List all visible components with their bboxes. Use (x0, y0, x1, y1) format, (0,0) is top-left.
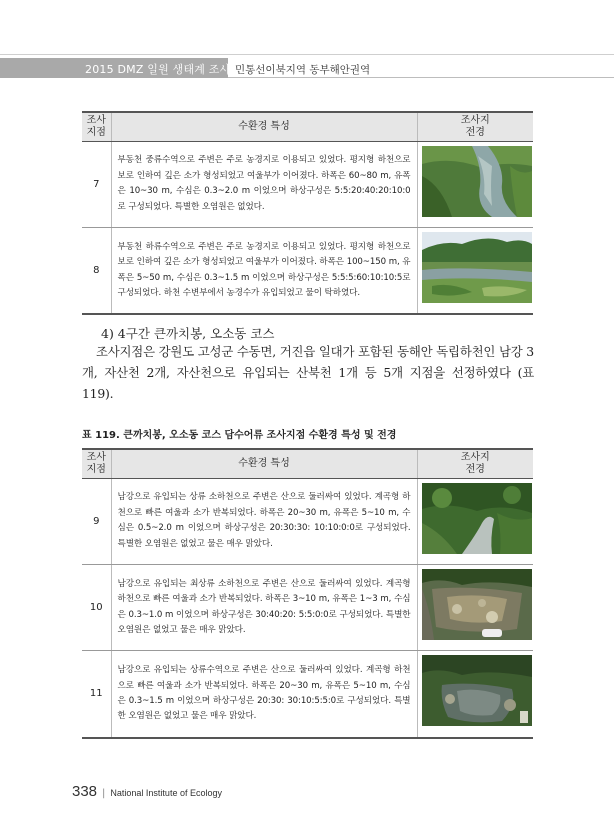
forest-stream-photo (422, 483, 532, 554)
site-description: 남강으로 유입되는 상류수역으로 주변은 산으로 둘러싸여 있었다. 계곡형 하천으로 빠른 여울과 소가 반복되었다. 하폭은 20~30 m, 유폭은 5~10 m, 수심은 0.3~1.5 m 이었으며 하상구성은 20:30: 30:10:5:5:0로 구성되었다. 특별한 오염원은 없었고 물은 매우 맑았다. (111, 651, 417, 738)
col-header-photo: 조사지 전경 (417, 112, 533, 141)
col-header-site: 조사 지점 (82, 112, 111, 141)
header-title: 2015 DMZ 일원 생태계 조사 (85, 63, 231, 76)
page-footer (72, 781, 222, 800)
header-subtitle: 민통선이북지역 동부해안권역 (235, 64, 371, 76)
site-number: 11 (82, 651, 111, 738)
stream-photo (422, 146, 532, 217)
site-photo (417, 564, 533, 650)
site-photo (417, 227, 533, 314)
site-photo (417, 141, 533, 227)
table-row (82, 141, 533, 227)
table-header-row (82, 449, 533, 478)
site-photo (417, 478, 533, 564)
col-header-photo: 조사지 전경 (417, 449, 533, 478)
running-header (0, 58, 614, 78)
col-header-site: 조사 지점 (82, 449, 111, 478)
table-row (82, 227, 533, 314)
col-header-desc: 수환경 특성 (111, 449, 417, 478)
table-119 (82, 448, 533, 739)
site-description: 부동천 중류수역으로 주변은 주로 농경지로 이용되고 있었다. 평지형 하천으로 보로 인하여 깊은 소가 형성되었고 여울부가 이어졌다. 하폭은 60~80 m, 유폭은 10~30 m, 수심은 0.3~2.0 m 이었으며 하상구성은 5:5:20:40:20:10:0로 구성되었다. 특별한 오염원은 없었다. (111, 141, 417, 227)
site-description: 남강으로 유입되는 상류 소하천으로 주변은 산으로 둘러싸여 있었다. 계곡형 하천으로 빠른 여울과 소가 반복되었다. 하폭은 20~30 m, 유폭은 5~10 m, 수심은 0.5~2.0 m 이었으며 하상구성은 20:30:30: 10:10:0:0로 구성되었다. 특별한 오염원은 없었고 물은 매우 맑았다. (111, 478, 417, 564)
site-number: 7 (82, 141, 111, 227)
table-row (82, 564, 533, 650)
col-header-desc: 수환경 특성 (111, 112, 417, 141)
site-number: 9 (82, 478, 111, 564)
top-rule (0, 54, 614, 55)
shaded-stream-photo (422, 655, 532, 726)
site-number: 10 (82, 564, 111, 650)
rocky-stream-photo (422, 569, 532, 640)
site-description: 부동천 하류수역으로 주변은 주로 농경지로 이용되고 있었다. 평지형 하천으로 보로 인하여 깊은 소가 형성되었고 여울부가 이어졌다. 하폭은 100~150 m, 유폭은 5~50 m, 수심은 0.3~1.5 m 이었으며 하상구성은 5:5:5:60:10:10:5로 구성되었다. 하천 수변부에서 농경수가 유입되었고 물이 탁하였다. (111, 227, 417, 314)
river-landscape-photo (422, 232, 532, 303)
table-row (82, 478, 533, 564)
table-header-row (82, 112, 533, 141)
page-number: 338 (72, 783, 98, 800)
body-paragraph: 조사지점은 강원도 고성군 수동면, 거진읍 일대가 포함된 동해안 독립하천인 남강 3개, 자산천 2개, 자산천으로 유입되는 산북천 1개 등 5개 지점을 선정하였다 (표 119). (82, 344, 534, 401)
table-caption: 표 119. 큰까치봉, 오소동 코스 담수어류 조사지점 수환경 특성 및 전경 (82, 430, 397, 441)
site-number: 8 (82, 227, 111, 314)
footer-organization: National Institute of Ecology (110, 788, 222, 798)
site-description: 남강으로 유입되는 최상류 소하천으로 주변은 산으로 둘러싸여 있었다. 계곡형 하천으로 빠른 여울과 소가 반복되었다. 하폭은 3~10 m, 유폭은 1~3 m, 수심은 0.3~1.0 m 이었으며 하상구성은 30:40:20: 5:5:0:0로 구성되었다. 특별한 오염원은 없었고 물은 매우 맑았다. (111, 564, 417, 650)
header-underline (228, 77, 614, 78)
table-site-7-8 (82, 111, 533, 315)
footer-separator: | (102, 788, 106, 799)
site-photo (417, 651, 533, 738)
section-heading: 4) 4구간 큰까치봉, 오소동 코스 (101, 326, 275, 341)
table-row (82, 651, 533, 738)
